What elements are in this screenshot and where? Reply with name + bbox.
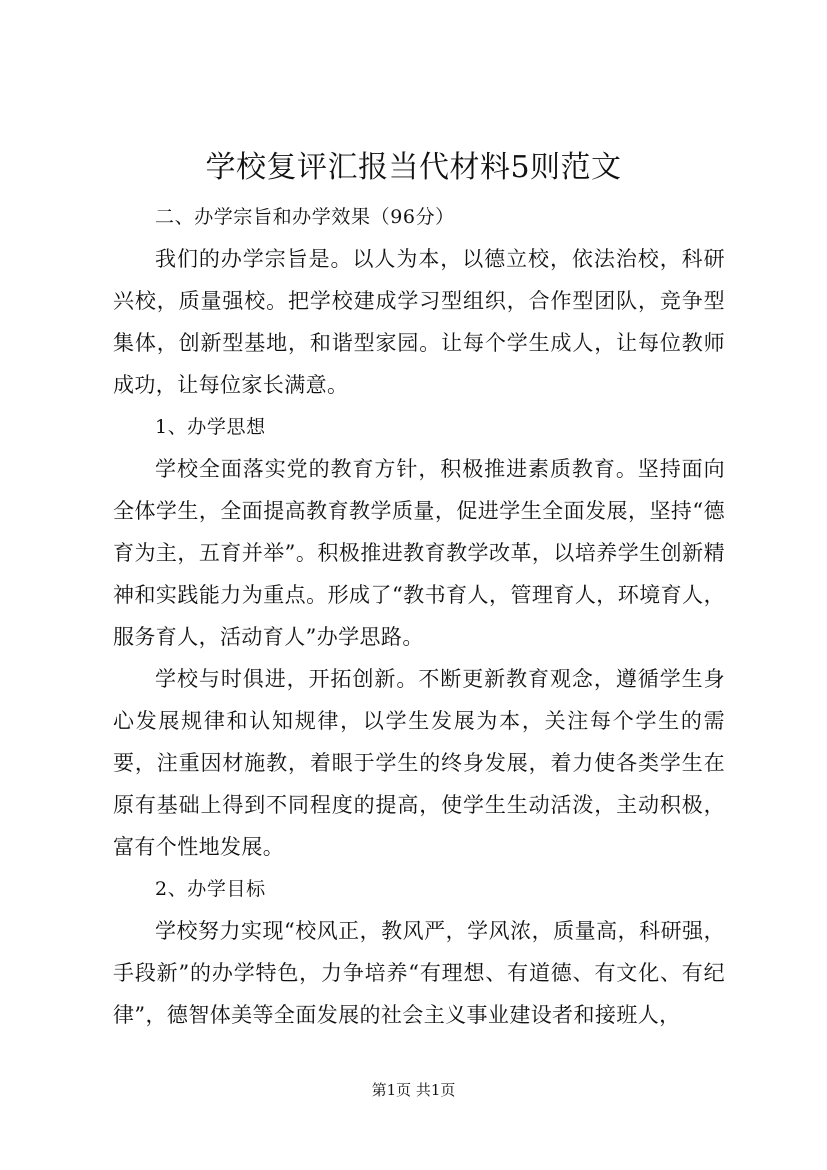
paragraph: 我们的办学宗旨是。以人为本，以德立校，依法治校，科研兴校，质量强校。把学校建成学习型组织，合作型团队，竞争型集体，创新型基地，和谐型家园。让每个学生成人，让每位教师成功，让每位家长满意。 — [113, 247, 725, 397]
paragraph: 学校与时俱进，开拓创新。不断更新教育观念，遵循学生身心发展规律和认知规律，以学生发展为本，关注每个学生的需要，注重因材施教，着眼于学生的终身发展，着力使各类学生在原有基础上得到不同程度的提高，使学生生动活泼，主动积极，富有个性地发展。 — [113, 667, 725, 859]
document-title: 学校复评汇报当代材料5则范文 — [205, 150, 622, 185]
section-heading: 二、办学宗旨和办学效果（96分） — [155, 206, 455, 228]
section-heading: 2、办学目标 — [155, 878, 266, 900]
section-heading: 1、办学思想 — [155, 416, 266, 438]
document-body — [113, 196, 725, 1036]
paragraph: 学校全面落实党的教育方针，积极推进素质教育。坚持面向全体学生，全面提高教育教学质量，促进学生全面发展，坚持“德育为主，五育并举”。积极推进教育教学改革，以培养学生创新精神和实践能力为重点。形成了“教书育人，管理育人，环境育人，服务育人，活动育人”办学思路。 — [113, 457, 725, 649]
page-footer: 第1页 共1页 — [371, 1081, 456, 1099]
paragraph: 学校努力实现“校风正，教风严，学风浓，质量高，科研强，手段新”的办学特色，力争培养“有理想、有道德、有文化、有纪律”，德智体美等全面发展的社会主义事业建设者和接班人， — [113, 919, 725, 1027]
